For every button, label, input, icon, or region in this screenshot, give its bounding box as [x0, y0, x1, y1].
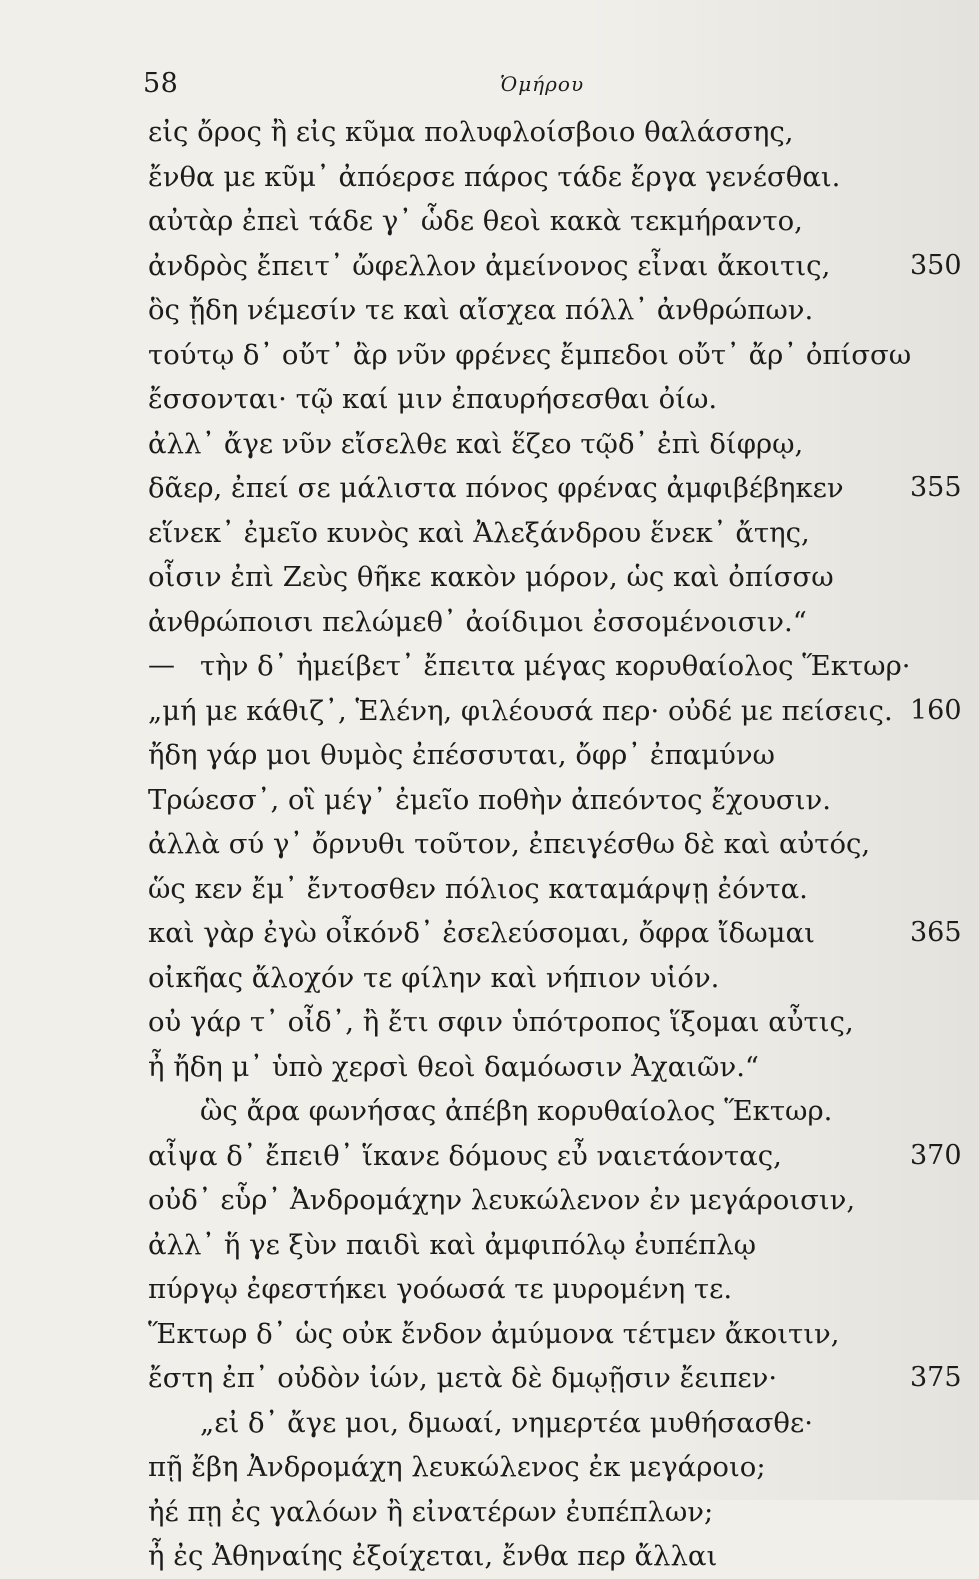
line-number: 370: [910, 1139, 962, 1171]
verse-text: Τρώεσσ᾽, οἳ μέγ᾽ ἐμεῖο ποθὴν ἀπεόντος ἔχουσιν.: [148, 783, 831, 816]
verse-line: [148, 1223, 968, 1268]
verse-line: [148, 733, 968, 778]
verse-line: [148, 1089, 968, 1134]
verse-line: [148, 422, 968, 467]
verse-line: [148, 511, 968, 556]
verse-line: [148, 822, 968, 867]
page-header: [0, 62, 979, 102]
verse-line: [148, 555, 968, 600]
verse-text: τὴν δ᾽ ἠμείβετ᾽ ἔπειτα μέγας κορυθαίολος Ἕκτωρ·: [200, 650, 911, 682]
verse-line: [148, 377, 968, 422]
verse-text: οἰκῆας ἄλοχόν τε φίλην καὶ νήπιον υἱόν.: [148, 961, 720, 994]
verse-text: δᾶερ, ἐπεί σε μάλιστα πόνος φρένας ἀμφιβέβηκεν: [148, 472, 844, 504]
verse-text: ὣς ἄρα φωνήσας ἀπέβη κορυθαίολος Ἕκτωρ.: [200, 1095, 833, 1127]
verse-text: „εἰ δ᾽ ἄγε μοι, δμωαί, νημερτέα μυθήσασθε·: [200, 1406, 813, 1439]
line-number: 355: [910, 472, 962, 503]
verse-text: ἀλλὰ σύ γ᾽ ὄρνυθι τοῦτον, ἐπειγέσθω δὲ καὶ αὐτός,: [148, 828, 871, 860]
line-number: 160: [910, 694, 962, 726]
verse-line: [148, 110, 968, 155]
verse-line: [148, 1401, 968, 1446]
verse-text: ἔσσονται· τῷ καί μιν ἐπαυρήσεσθαι ὀίω.: [148, 383, 718, 415]
verse-text: Ἕκτωρ δ᾽ ὡς οὐκ ἔνδον ἀμύμονα τέτμεν ἄκοιτιν,: [148, 1317, 840, 1350]
verse-block: [148, 110, 968, 1579]
line-number: 365: [910, 917, 962, 948]
verse-text: „μή με κάθιζ᾽, Ἑλένη, φιλέουσά περ· οὐδέ με πείσεις.: [148, 694, 893, 727]
verse-text: ὃς ᾔδη νέμεσίν τε καὶ αἴσχεα πόλλ᾽ ἀνθρώπων.: [148, 294, 814, 326]
verse-text: ἀνθρώποισι πελώμεθ᾽ ἀοίδιμοι ἐσσομένοισιν.“: [148, 605, 807, 638]
verse-line: [148, 867, 968, 912]
verse-line: [148, 244, 968, 289]
verse-line: [148, 778, 968, 823]
verse-text: πῇ ἔβη Ἀνδρομάχη λευκώλενος ἐκ μεγάροιο;: [148, 1451, 766, 1483]
verse-text: ἠέ πῃ ἐς γαλόων ἢ εἰνατέρων ἐυπέπλων;: [148, 1495, 714, 1528]
verse-text: ἦ ἤδη μ᾽ ὑπὸ χερσὶ θεοὶ δαμόωσιν Ἀχαιῶν.“: [148, 1050, 759, 1083]
verse-line: [148, 1445, 968, 1490]
verse-line: [148, 1178, 968, 1223]
verse-text: ἔστη ἐπ᾽ οὐδὸν ἰών, μετὰ δὲ δμῳῇσιν ἔειπεν·: [148, 1362, 778, 1394]
verse-text: ἀλλ᾽ ἄγε νῦν εἴσελθε καὶ ἕζεο τῷδ᾽ ἐπὶ δίφρῳ,: [148, 427, 804, 460]
verse-line: [148, 1356, 968, 1401]
verse-text: οὐδ᾽ εὗρ᾽ Ἀνδρομάχην λευκώλενον ἐν μεγάροισιν,: [148, 1184, 856, 1216]
verse-text: οὐ γάρ τ᾽ οἶδ᾽, ἢ ἔτι σφιν ὑπότροπος ἵξομαι αὖτις,: [148, 1006, 854, 1038]
line-number: 375: [910, 1362, 962, 1393]
verse-line: [148, 199, 968, 244]
verse-text: ὥς κεν ἔμ᾽ ἔντοσθεν πόλιος καταμάρψῃ ἐόντα.: [148, 872, 808, 905]
verse-line: [148, 466, 968, 511]
verse-line: [148, 1000, 968, 1045]
verse-text: αὐτὰρ ἐπεὶ τάδε γ᾽ ὧδε θεοὶ κακὰ τεκμήραντο,: [148, 205, 803, 237]
verse-line: [148, 689, 968, 734]
verse-text: ἤδη γάρ μοι θυμὸς ἐπέσσυται, ὄφρ᾽ ἐπαμύνω: [148, 739, 775, 771]
verse-text: οἷσιν ἐπὶ Ζεὺς θῆκε κακὸν μόρον, ὡς καὶ ὀπίσσω: [148, 561, 834, 593]
page-number: 58: [143, 68, 179, 99]
verse-line: [148, 600, 968, 645]
verse-text: τούτῳ δ᾽ οὔτ᾽ ἂρ νῦν φρένες ἔμπεδοι οὔτ᾽ ἄρ᾽ ὀπίσσω: [148, 338, 912, 371]
verse-line: [148, 1312, 968, 1357]
verse-text: εἰς ὄρος ἢ εἰς κῦμα πολυφλοίσβοιο θαλάσσης,: [148, 116, 794, 148]
verse-line: [148, 1267, 968, 1312]
verse-line: [148, 1490, 968, 1535]
verse-line: [148, 333, 968, 378]
verse-text: πύργῳ ἐφεστήκει γοόωσά τε μυρομένη τε.: [148, 1273, 733, 1305]
verse-line: [148, 288, 968, 333]
verse-line: [148, 1134, 968, 1179]
verse-line: [148, 956, 968, 1001]
verse-text: εἵνεκ᾽ ἐμεῖο κυνὸς καὶ Ἀλεξάνδρου ἕνεκ᾽ ἄτης,: [148, 516, 810, 549]
verse-text: ἀλλ᾽ ἥ γε ξὺν παιδὶ καὶ ἀμφιπόλῳ ἐυπέπλῳ: [148, 1228, 757, 1261]
verse-line: [148, 1534, 968, 1579]
verse-line: [148, 644, 968, 689]
verse-line: [148, 155, 968, 200]
verse-line: [148, 1045, 968, 1090]
verse-text: ἀνδρὸς ἔπειτ᾽ ὤφελλον ἀμείνονος εἶναι ἄκοιτις,: [148, 249, 831, 282]
running-head: Ὁμήρου: [500, 72, 585, 96]
verse-text: ἦ ἐς Ἀθηναίης ἐξοίχεται, ἔνθα περ ἄλλαι: [148, 1540, 718, 1572]
verse-line: [148, 911, 968, 956]
verse-text: αἶψα δ᾽ ἔπειθ᾽ ἵκανε δόμους εὖ ναιετάοντας,: [148, 1139, 782, 1172]
verse-text: καὶ γὰρ ἐγὼ οἶκόνδ᾽ ἐσελεύσομαι, ὄφρα ἴδωμαι: [148, 917, 815, 949]
verse-text: ἔνθα με κῦμ᾽ ἀπόερσε πάρος τάδε ἔργα γενέσθαι.: [148, 160, 841, 193]
speaker-dash: —: [148, 650, 175, 681]
line-number: 350: [910, 249, 962, 281]
